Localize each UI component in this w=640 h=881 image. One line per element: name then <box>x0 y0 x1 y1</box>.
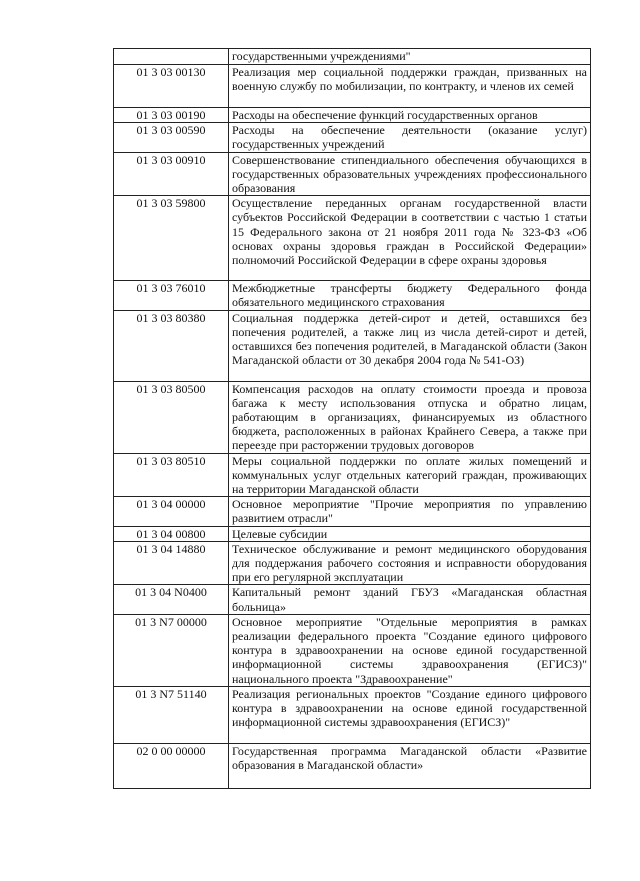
description-cell: Расходы на обеспечение деятельности (оказание услуг) государственных учреждений <box>229 123 591 152</box>
description-cell: Основное мероприятие "Отдельные мероприятия в рамках реализации федерального проекта "Создание единого цифрового контура в здравоохранении на основе единой государственной информационной системы здравоохранения (ЕГИСЗ)" национального проекта "Здравоохранение" <box>229 614 591 686</box>
code-cell: 01 3 03 80510 <box>114 453 229 497</box>
description-cell: Межбюджетные трансферты бюджету Федерального фонда обязательного медицинского страхования <box>229 281 591 310</box>
code-cell: 01 3 N7 51140 <box>114 686 229 743</box>
description-cell: Меры социальной поддержки по оплате жилых помещений и коммунальных услуг отдельных категорий граждан, проживающих на территории Магаданской области <box>229 453 591 497</box>
code-cell: 01 3 03 80500 <box>114 381 229 453</box>
table-row <box>114 281 591 310</box>
table-row <box>114 49 591 65</box>
budget-classification-table <box>113 48 591 789</box>
code-cell: 01 3 03 80380 <box>114 310 229 381</box>
description-cell: Реализация региональных проектов "Создание единого цифрового контура в здравоохранении на основе единой государственной информационной системы здравоохранения (ЕГИСЗ)" <box>229 686 591 743</box>
table-row <box>114 152 591 196</box>
table-row <box>114 743 591 788</box>
table-row <box>114 65 591 108</box>
code-cell: 01 3 04 N0400 <box>114 585 229 614</box>
table-body <box>114 49 591 789</box>
table-row <box>114 526 591 541</box>
code-cell <box>114 49 229 65</box>
description-cell: Расходы на обеспечение функций государственных органов <box>229 108 591 123</box>
table-row <box>114 196 591 281</box>
code-cell: 01 3 03 00190 <box>114 108 229 123</box>
code-cell: 02 0 00 00000 <box>114 743 229 788</box>
description-cell: Государственная программа Магаданской области «Развитие образования в Магаданской области» <box>229 743 591 788</box>
table-row <box>114 108 591 123</box>
code-cell: 01 3 03 00130 <box>114 65 229 108</box>
description-cell: Осуществление переданных органам государственной власти субъектов Российской Федерации в соответствии с частью 1 статьи 15 Федерального закона от 21 ноября 2011 года № 323-ФЗ «Об основах охраны здоровья граждан в Российской Федерации» полномочий Российской Федерации в сфере охраны здоровья <box>229 196 591 281</box>
table-row <box>114 310 591 381</box>
description-cell: Техническое обслуживание и ремонт медицинского оборудования для поддержания рабочего состояния и исправности оборудования при его регулярной эксплуатации <box>229 541 591 585</box>
table-row <box>114 123 591 152</box>
description-cell: государственными учреждениями" <box>229 49 591 65</box>
description-cell: Капитальный ремонт зданий ГБУЗ «Магаданская областная больница» <box>229 585 591 614</box>
description-cell: Совершенствование стипендиального обеспечения обучающихся в государственных образовательных учреждениях профессионального образования <box>229 152 591 196</box>
code-cell: 01 3 04 14880 <box>114 541 229 585</box>
description-cell: Социальная поддержка детей-сирот и детей, оставшихся без попечения родителей, а также лиц из числа детей-сирот и детей, оставшихся без попечения родителей, в Магаданской области (Закон Магаданской области от 30 декабря 2004 года № 541-ОЗ) <box>229 310 591 381</box>
description-cell: Целевые субсидии <box>229 526 591 541</box>
code-cell: 01 3 04 00000 <box>114 497 229 526</box>
table-row <box>114 541 591 585</box>
code-cell: 01 3 03 76010 <box>114 281 229 310</box>
code-cell: 01 3 03 59800 <box>114 196 229 281</box>
table-row <box>114 497 591 526</box>
description-cell: Основное мероприятие "Прочие мероприятия по управлению развитием отрасли" <box>229 497 591 526</box>
table-row <box>114 686 591 743</box>
code-cell: 01 3 03 00590 <box>114 123 229 152</box>
code-cell: 01 3 N7 00000 <box>114 614 229 686</box>
code-cell: 01 3 03 00910 <box>114 152 229 196</box>
table-row <box>114 381 591 453</box>
code-cell: 01 3 04 00800 <box>114 526 229 541</box>
table-row <box>114 453 591 497</box>
description-cell: Компенсация расходов на оплату стоимости проезда и провоза багажа к месту использования отпуска и обратно лицам, работающим в организациях, финансируемых из областного бюджета, расположенных в районах Крайнего Севера, а также при переезде при расторжении трудовых договоров <box>229 381 591 453</box>
table-row <box>114 614 591 686</box>
description-cell: Реализация мер социальной поддержки граждан, призванных на военную службу по мобилизации, по контракту, и членов их семей <box>229 65 591 108</box>
table-row <box>114 585 591 614</box>
